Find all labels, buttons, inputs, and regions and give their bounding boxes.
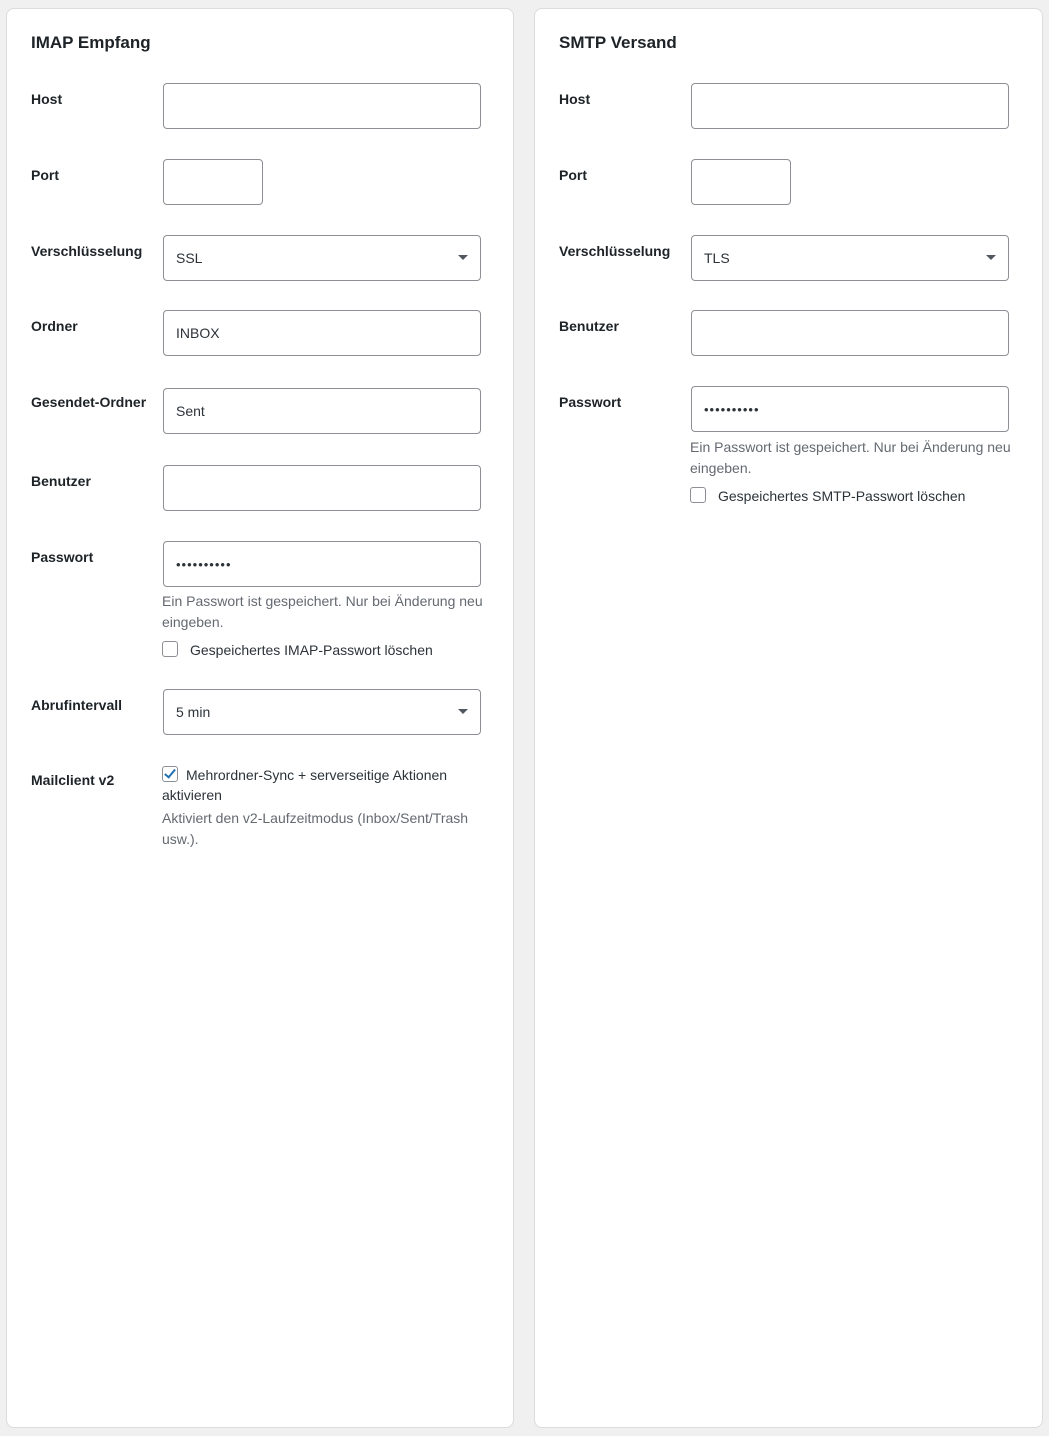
smtp-password-label: Passwort (559, 394, 622, 410)
imap-password-delete-row[interactable] (162, 640, 492, 660)
imap-port-label: Port (31, 167, 59, 183)
imap-encryption-value: SSL (176, 250, 203, 266)
imap-host-input[interactable] (163, 83, 481, 129)
smtp-encryption-value: TLS (704, 250, 730, 266)
imap-user-input[interactable] (163, 465, 481, 511)
imap-encryption-label: Verschlüsselung (31, 243, 143, 259)
imap-mailclient-checkbox[interactable] (162, 766, 178, 782)
smtp-password-input[interactable] (691, 386, 1009, 432)
imap-password-label: Passwort (31, 549, 94, 565)
imap-folder-input[interactable] (163, 310, 481, 356)
smtp-user-input[interactable] (691, 310, 1009, 356)
imap-mailclient-checkbox-label[interactable]: Mehrordner-Sync + serverseitige Aktionen aktivieren (162, 767, 448, 803)
imap-mailclient-row[interactable] (162, 765, 492, 805)
smtp-port-input[interactable] (691, 159, 791, 205)
smtp-password-delete-checkbox[interactable] (690, 487, 706, 503)
imap-user-label: Benutzer (31, 473, 91, 489)
imap-sent-folder-input[interactable] (163, 388, 481, 434)
imap-host-label: Host (31, 91, 63, 107)
chevron-down-icon (458, 255, 468, 260)
imap-encryption-select[interactable] (163, 235, 481, 281)
imap-mailclient-label: Mailclient v2 (31, 772, 115, 788)
smtp-encryption-label: Verschlüsselung (559, 243, 671, 259)
imap-interval-value: 5 min (176, 704, 211, 720)
smtp-host-input[interactable] (691, 83, 1009, 129)
smtp-port-label: Port (559, 167, 587, 183)
imap-interval-select[interactable] (163, 689, 481, 735)
imap-panel (6, 8, 514, 1428)
smtp-user-label: Benutzer (559, 318, 619, 334)
imap-password-delete-checkbox[interactable] (162, 641, 178, 657)
smtp-encryption-select[interactable] (691, 235, 1009, 281)
imap-panel-title: IMAP Empfang (31, 33, 151, 52)
imap-mailclient-help: Aktiviert den v2-Laufzeitmodus (Inbox/Sent/Trash usw.). (162, 810, 469, 847)
smtp-password-help: Ein Passwort ist gespeichert. Nur bei Änderung neu eingeben. (690, 439, 1011, 476)
smtp-password-delete-label[interactable]: Gespeichertes SMTP-Passwort löschen (718, 488, 966, 504)
chevron-down-icon (986, 255, 996, 260)
imap-password-delete-label[interactable]: Gespeichertes IMAP-Passwort löschen (190, 642, 433, 658)
chevron-down-icon (458, 709, 468, 714)
imap-port-input[interactable] (163, 159, 263, 205)
imap-interval-label: Abrufintervall (31, 697, 123, 713)
imap-password-input[interactable] (163, 541, 481, 587)
imap-password-help: Ein Passwort ist gespeichert. Nur bei Änderung neu eingeben. (162, 593, 483, 630)
smtp-panel (534, 8, 1043, 1428)
smtp-password-delete-row[interactable] (690, 486, 1020, 506)
imap-folder-label: Ordner (31, 318, 78, 334)
smtp-panel-title: SMTP Versand (559, 33, 677, 52)
smtp-host-label: Host (559, 91, 591, 107)
imap-sent-folder-label: Gesendet-Ordner (31, 394, 147, 410)
